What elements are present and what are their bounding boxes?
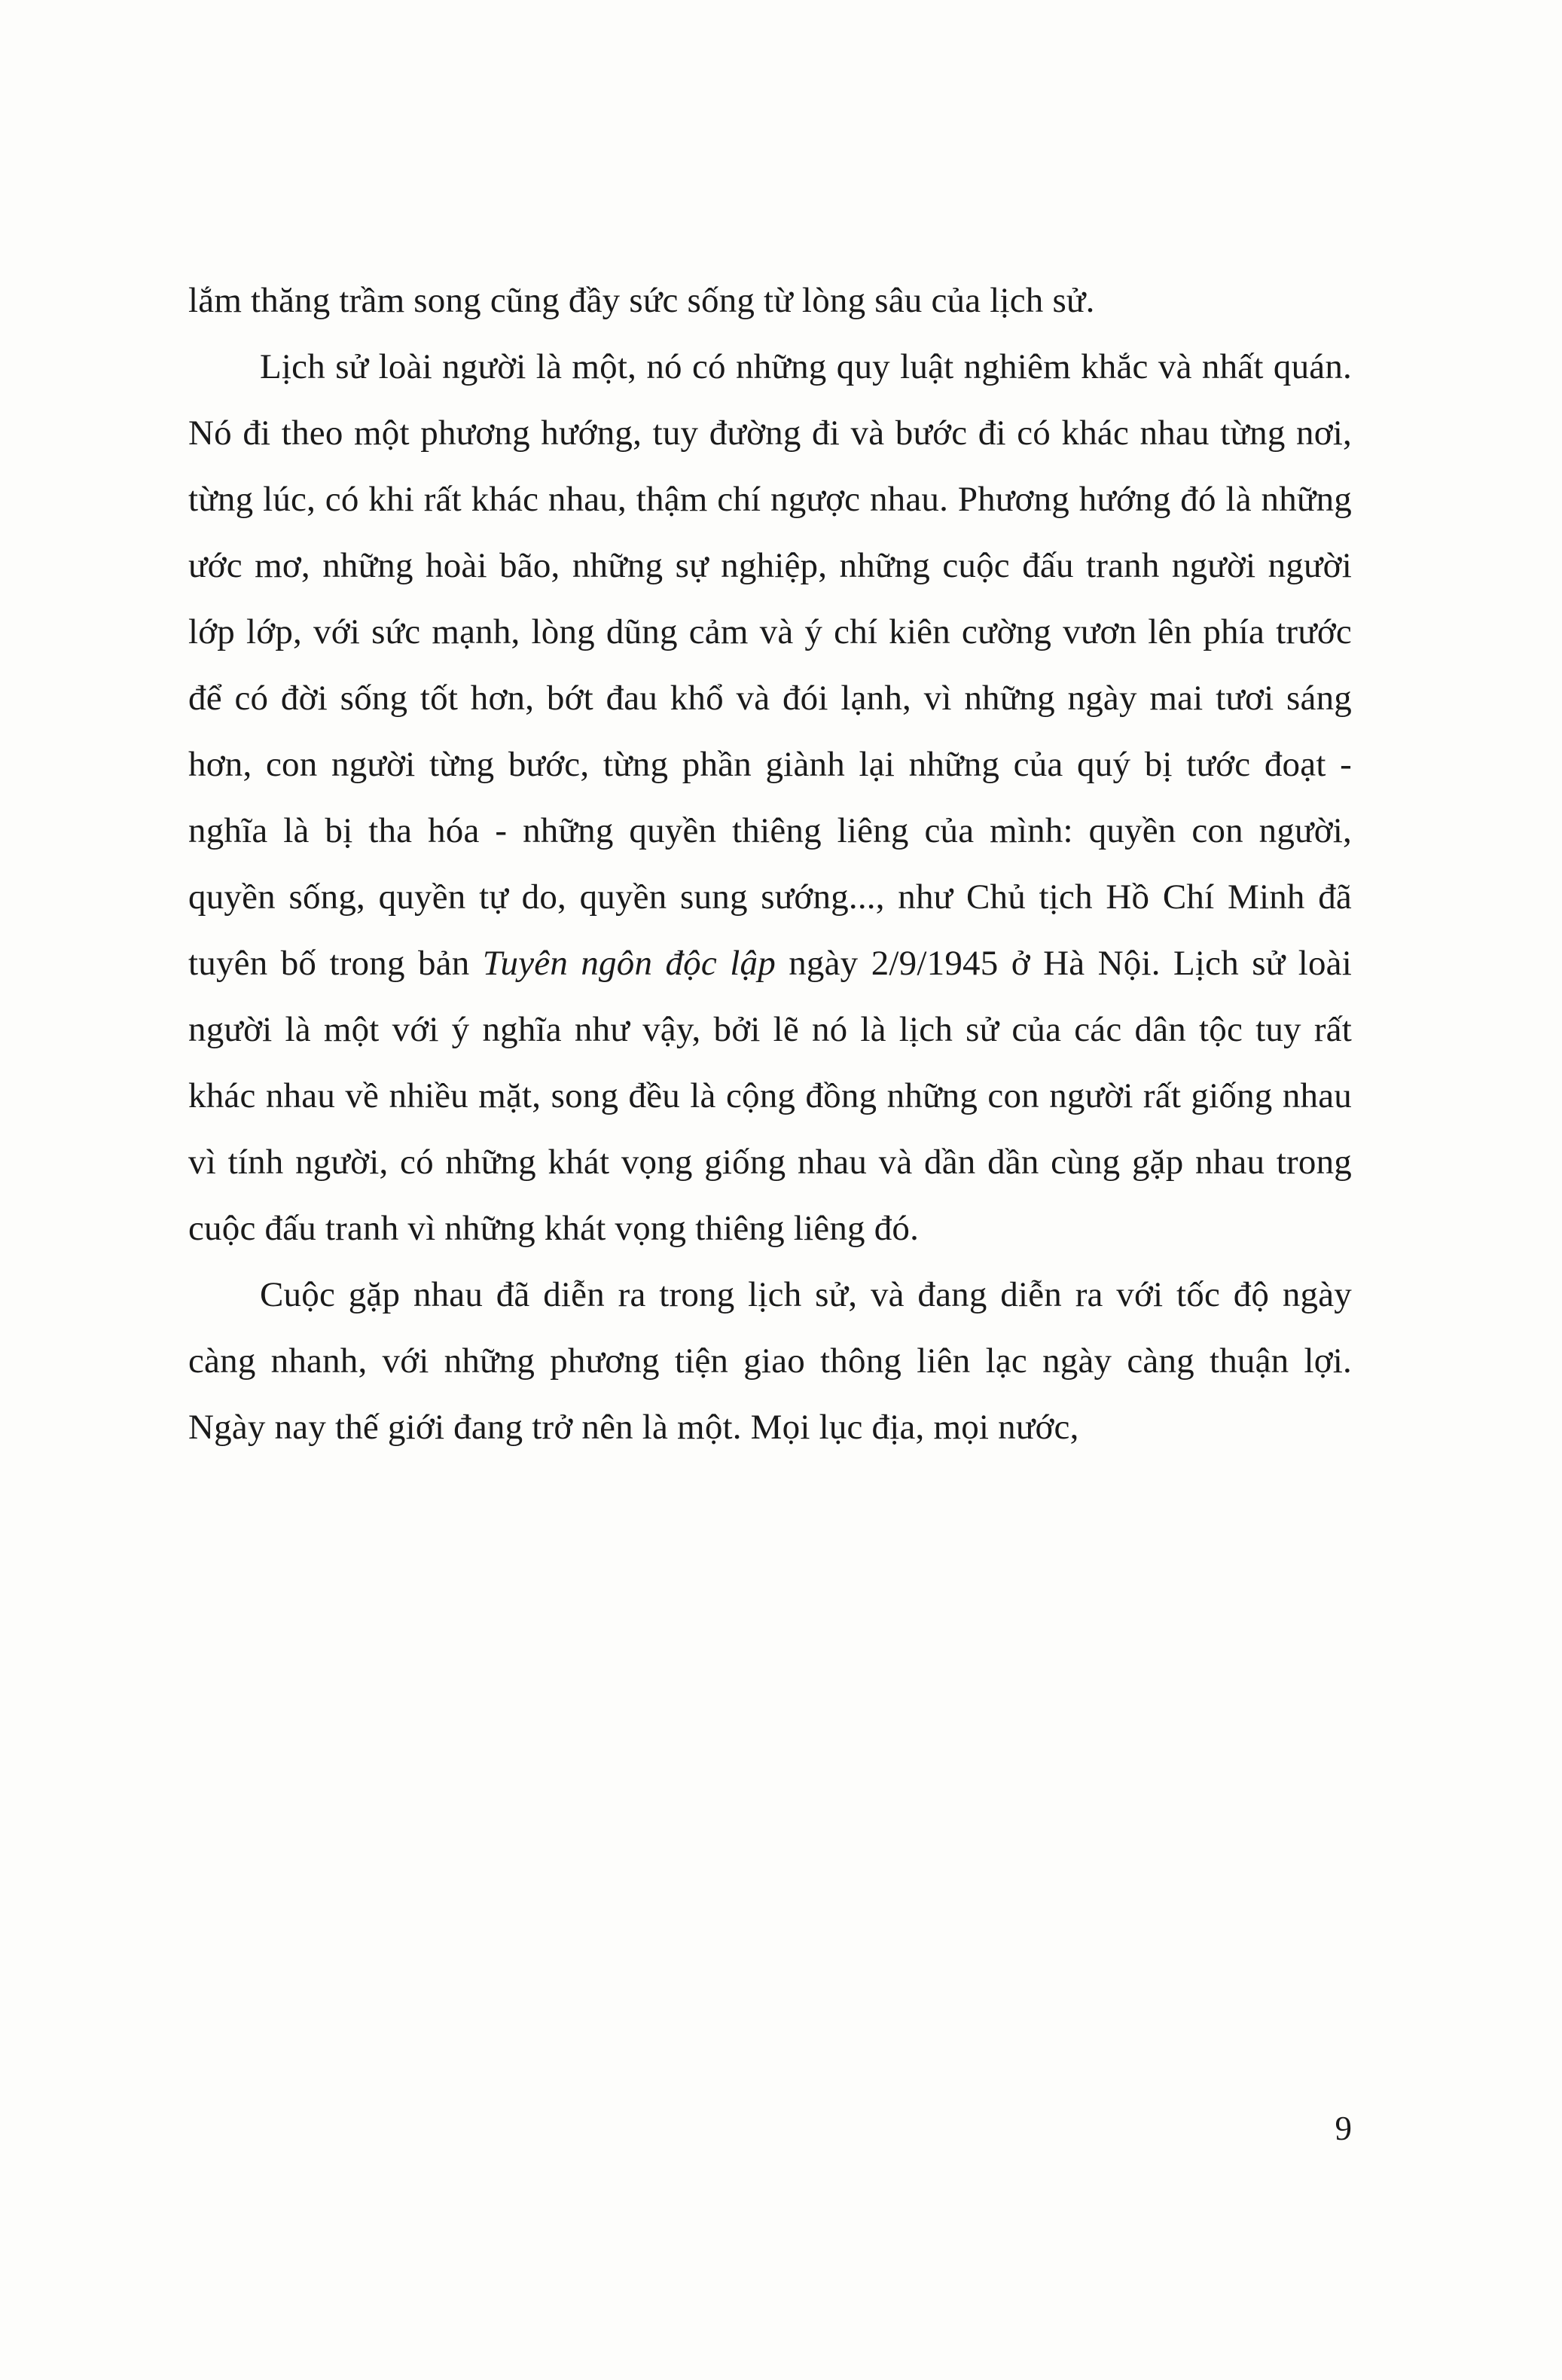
page-number: 9 [1335, 2110, 1352, 2147]
text-run: lắm thăng trầm song cũng đầy sức sống từ lòng sâu của lịch sử. [188, 281, 1095, 320]
text-run: Cuộc gặp nhau đã diễn ra trong lịch sử, và đang diễn ra với tốc độ ngày càng nhanh, với những phương tiện giao thông liên lạc ngày càng thuận lợi. Ngày nay thế giới đang trở nên là một. Mọi lục địa, mọi nước, [188, 1275, 1352, 1447]
paragraph [188, 267, 1352, 334]
paragraph [188, 1262, 1352, 1460]
body-text-column [188, 267, 1352, 1460]
italic-title-run: Tuyên ngôn độc lập [482, 944, 776, 983]
text-run: Lịch sử loài người là một, nó có những quy luật nghiêm khắc và nhất quán. Nó đi theo một phương hướng, tuy đường đi và bước đi có khác nhau từng nơi, từng lúc, có khi rất khác nhau, thậm chí ngược nhau. Phương hướng đó là những ước mơ, những hoài bão, những sự nghiệp, những cuộc đấu tranh người người lớp lớp, với sức mạnh, lòng dũng cảm và ý chí kiên cường vươn lên phía trước để có đời sống tốt hơn, bớt đau khổ và đói lạnh, vì những ngày mai tươi sáng hơn, con người từng bước, từng phần giành lại những của quý bị tước đoạt - nghĩa là bị tha hóa - những quyền thiêng liêng của mình: quyền con người, quyền sống, quyền tự do, quyền sung sướng..., như Chủ tịch Hồ Chí Minh đã tuyên bố trong bản [188, 347, 1352, 983]
text-run: ngày 2/9/1945 ở Hà Nội. Lịch sử loài người là một với ý nghĩa như vậy, bởi lẽ nó là lịch sử của các dân tộc tuy rất khác nhau về nhiều mặt, song đều là cộng đồng những con người rất giống nhau vì tính người, có những khát vọng giống nhau và dần dần cùng gặp nhau trong cuộc đấu tranh vì những khát vọng thiêng liêng đó. [188, 944, 1352, 1248]
paragraph [188, 334, 1352, 1262]
